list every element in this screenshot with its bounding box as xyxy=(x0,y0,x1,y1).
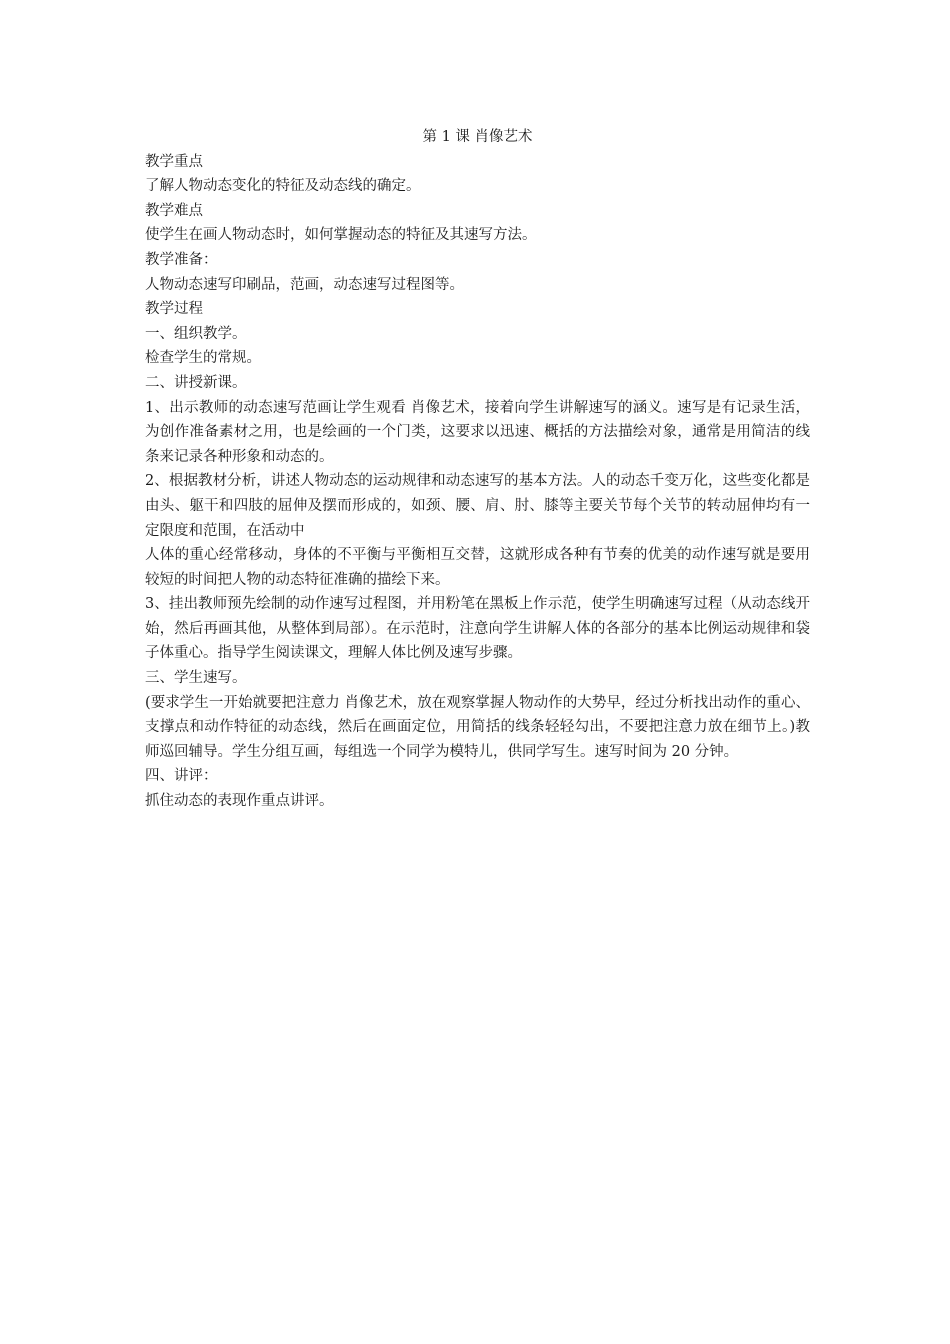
paragraph-step-3: 3、挂出教师预先绘制的动作速写过程图，并用粉笔在黑板上作示范，使学生明确速写过程（从动态线开始，然后再画其他，从整体到局部）。在示范时，注意向学生讲解人体的各部分的基本比例运动规律和袋子体重心。指导学生阅读课文，理解人体比例及速写步骤。 xyxy=(145,596,810,662)
heading-preparation: 教学准备： xyxy=(145,251,218,268)
key-points-text: 了解人物动态变化的特征及动态线的确定。 xyxy=(145,178,421,195)
closing-text: 抓住动态的表现作重点讲评。 xyxy=(145,793,334,810)
paragraph-step-2: 2、根据教材分析，讲述人物动态的运动规律和动态速写的基本方法。人的动态千变万化，这些变化都是由头、躯干和四肢的屈伸及摆而形成的，如颈、腰、肩、肘、膝等主要关节每个关节的转动屈伸均有一定限度和范围，在活动中 xyxy=(145,473,810,539)
section-2-heading: 二、讲授新课。 xyxy=(145,374,247,391)
section-1-text: 检查学生的常规。 xyxy=(145,350,261,367)
section-4-heading: 四、讲评： xyxy=(145,768,218,785)
paragraph-step-1: 1、出示教师的动态速写范画让学生观看 肖像艺术，接着向学生讲解速写的涵义。速写是有记录生活，为创作准备素材之用，也是绘画的一个门类，这要求以迅速、概括的方法描绘对象，通常是用简洁的线条来记录各种形象和动态的。 xyxy=(145,399,810,465)
heading-key-points: 教学重点 xyxy=(145,153,203,170)
heading-difficulties: 教学难点 xyxy=(145,202,203,219)
document-body xyxy=(145,125,810,814)
section-3-heading: 三、学生速写。 xyxy=(145,670,247,687)
document-title: 第 1 课 肖像艺术 xyxy=(422,129,533,145)
paragraph-step-2-continued: 人体的重心经常移动，身体的不平衡与平衡相互交替，这就形成各种有节奏的优美的动作速写就是要用较短的时间把人物的动态特征准确的描绘下来。 xyxy=(145,547,810,588)
difficulties-text: 使学生在画人物动态时，如何掌握动态的特征及其速写方法。 xyxy=(145,227,537,244)
section-1-heading: 一、组织教学。 xyxy=(145,325,247,342)
paragraph-sketch-requirements: (要求学生一开始就要把注意力 肖像艺术，放在观察掌握人物动作的大势早，经过分析找出动作的重心、支撑点和动作特征的动态线，然后在画面定位，用简括的线条轻轻勾出，不要把注意力放在细节上。)教师巡回辅导。学生分组互画，每组选一个同学为模特儿，供同学写生。速写时间为 20 分钟。 xyxy=(145,694,810,760)
preparation-text: 人物动态速写印刷品，范画，动态速写过程图等。 xyxy=(145,276,464,293)
heading-process: 教学过程 xyxy=(145,301,203,318)
